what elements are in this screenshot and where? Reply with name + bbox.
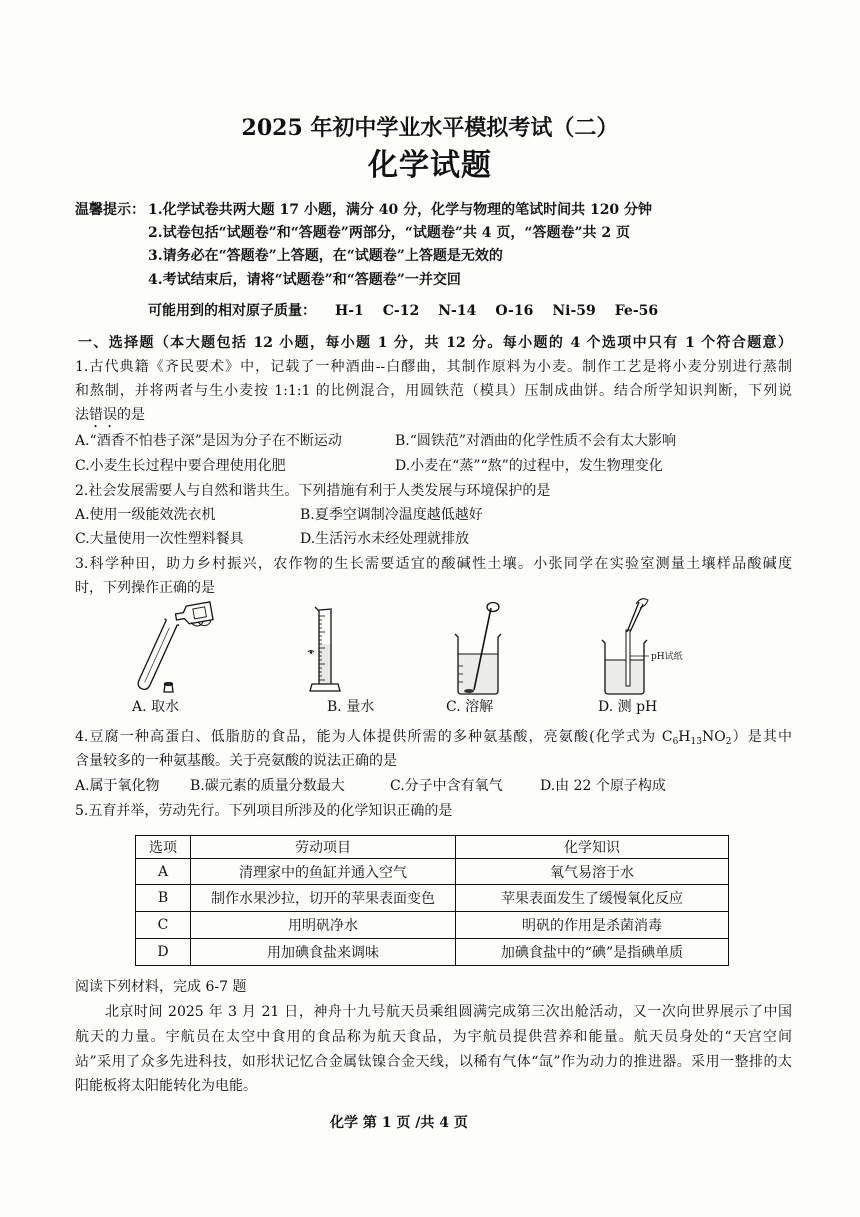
table-cell-chem-knowledge: 明矾的作用是杀菌消毒 — [456, 912, 729, 939]
figure-d-label: D. 测 pH — [598, 699, 658, 715]
question-1-stem-line — [75, 403, 145, 427]
question-4-option-b: B.碳元素的质量分数最大 — [190, 778, 345, 794]
tips-label: 温馨提示： — [75, 202, 145, 218]
question-1-option-a: A.“酒香不怕巷子深”是因为分子在不断运动 — [75, 433, 342, 449]
question-4-stem-line: 含量较多的一种氨基酸。关于亮氨酸的说法正确的是 — [75, 753, 397, 769]
question-4-option-c: C.分子中含有氧气 — [390, 778, 503, 794]
formula-subscript: 2 — [725, 737, 732, 747]
atomic-mass-value: O-16 — [495, 303, 534, 319]
chemical-formula — [662, 729, 732, 745]
question-1-option-c: C.小麦生长过程中要合理使用化肥 — [75, 458, 286, 474]
section-heading: 一、选择题（本大题包括 12 小题，每小题 1 分，共 12 分。每小题的 4 个选项中只有 1 个符合题意） — [78, 335, 792, 351]
question-4-option-d: D.由 22 个原子构成 — [540, 778, 666, 794]
table-cell-chem-knowledge: 加碘食盐中的“碘”是指碘单质 — [456, 939, 729, 966]
reading-paragraph-line: 航天的力量。宇航员在太空中食用的食品称为航天食品，为宇航员提供营养和能量。航天员身处的“天宫空间 — [75, 1029, 792, 1045]
stem-text: 法 — [75, 407, 89, 423]
tip-item: 2.试卷包括“试题卷”和“答题卷”两部分，“试题卷”共 4 页，“答题卷”共 2 页 — [148, 225, 631, 241]
table-header-cell: 劳动项目 — [191, 836, 456, 859]
table-cell-chem-knowledge: 苹果表面发生了缓慢氧化反应 — [456, 885, 729, 912]
question-4-option-a: A.属于氧化物 — [75, 778, 160, 794]
table-cell-labor-item: 用明矾净水 — [191, 912, 456, 939]
table-row — [136, 859, 729, 885]
table-row — [136, 885, 729, 912]
formula-element: H — [678, 729, 691, 745]
question-3-stem-line: 时，下列操作正确的是 — [75, 580, 215, 596]
atomic-mass-value: C-12 — [382, 303, 420, 319]
atomic-mass-value: H-1 — [335, 303, 364, 319]
reading-paragraph-line: 阳能板将太阳能转化为电能。 — [75, 1078, 257, 1094]
eye-icon — [308, 651, 314, 654]
table-cell-option: B — [136, 885, 191, 912]
question-1-stem-line: 1.古代典籍《齐民要术》中，记载了一种酒曲--白醪曲，其制作原料为小麦。制作工艺是将小麦分别进行蒸制 — [75, 359, 792, 375]
question-1-option-d: D.小麦在“蒸”“熬”的过程中，发生物理变化 — [395, 458, 663, 474]
question-5-table — [135, 835, 729, 966]
solid-sample — [464, 689, 474, 693]
ph-test-paper — [626, 630, 630, 686]
atomic-masses — [148, 299, 658, 323]
rod-handle — [487, 603, 499, 612]
reading-paragraph-line: 站”采用了众多先进科技，如形状记忆合金属钛镍合金天线，以稀有气体“氙”作为动力的推进器。采用一整排的太 — [75, 1054, 792, 1070]
emphasized-text: 错误 — [89, 407, 117, 423]
figure-b-label: B. 量水 — [327, 699, 375, 715]
atomic-mass-value: Fe-56 — [614, 303, 659, 319]
stem-text: 的是 — [117, 407, 145, 423]
table-header-cell: 化学知识 — [456, 836, 729, 859]
tip-item: 4.考试结束后，请将“试题卷”和“答题卷”一并交回 — [148, 272, 461, 288]
question-2-stem-line: 2.社会发展需要人与自然和谐共生。下列措施有利于人类发展与环境保护的是 — [75, 483, 551, 499]
reading-intro: 阅读下列材料，完成 6-7 题 — [75, 979, 247, 995]
formula-element: NO — [701, 729, 726, 745]
page-footer: 化学 第 1 页 /共 4 页 — [330, 1115, 468, 1131]
table-cell-option: C — [136, 912, 191, 939]
graduated-cylinder — [310, 607, 340, 691]
figure-b-measure-water — [308, 607, 340, 691]
table-header-row — [136, 836, 729, 859]
formula-subscript: 6 — [672, 737, 679, 747]
tweezers — [627, 602, 643, 632]
question-2-option-b: B.夏季空调制冷温度越低越好 — [300, 507, 483, 523]
question-5-stem-line: 5.五育并举，劳动先行。下列项目所涉及的化学知识正确的是 — [75, 803, 453, 819]
reagent-bottle — [174, 602, 213, 630]
question-1-option-b: B.“圆铁范”对酒曲的化学性质不会有太大影响 — [395, 433, 677, 449]
question-3-stem-line: 3.科学种田，助力乡村振兴，农作物的生长需要适宜的酸碱性土壤。小张同学在实验室测量土壤样品酸碱度 — [75, 556, 792, 572]
exam-title: 2025 年初中学业水平模拟考试（二） — [241, 115, 619, 141]
figure-a-pour-water — [134, 602, 213, 692]
question-2-option-c: C.大量使用一次性塑料餐具 — [75, 531, 244, 547]
tip-item: 3.请务必在“答题卷”上答题，在“试题卷”上答题是无效的 — [148, 248, 503, 264]
stem-text: ）是其中 — [731, 729, 792, 745]
figure-a-label: A. 取水 — [132, 699, 180, 715]
figure-d-test-ph — [602, 599, 683, 694]
figure-c-dissolve — [455, 603, 501, 695]
table-cell-labor-item: 用加碘食盐来调味 — [191, 939, 456, 966]
table-cell-labor-item: 制作水果沙拉，切开的苹果表面变色 — [191, 885, 456, 912]
formula-element: C — [661, 729, 673, 745]
table-row — [136, 939, 729, 966]
ph-paper-label: pH试纸 — [651, 652, 683, 662]
test-tube — [134, 619, 179, 692]
question-1-stem-line: 和熬制，并将两者与生小麦按 1:1:1 的比例混合，用圆铁范（模具）压制成曲饼。结合所学知识判断，下列说 — [75, 383, 792, 399]
reading-paragraph-line: 北京时间 2025 年 3 月 21 日，神舟十九号航天员乘组圆满完成第三次出舱活动，又一次向世界展示了中国 — [105, 1004, 792, 1020]
table-cell-option: D — [136, 939, 191, 966]
table-cell-option: A — [136, 859, 191, 885]
question-2-option-d: D.生活污水未经处理就排放 — [300, 531, 470, 547]
question-3-figures — [100, 596, 720, 698]
table-header-cell: 选项 — [136, 836, 191, 859]
question-4-stem-line — [75, 725, 792, 749]
tip-item: 1.化学试卷共两大题 17 小题，满分 40 分，化学与物理的笔试时间共 120 分钟 — [148, 202, 653, 218]
atomic-masses-label: 可能用到的相对原子质量： — [148, 303, 316, 319]
stem-text: 4.豆腐一种高蛋白、低脂肪的食品，能为人体提供所需的多种氨基酸，亮氨酸(化学式为 — [75, 729, 662, 745]
subject-title: 化学试题 — [368, 148, 492, 183]
atomic-mass-value: Ni-59 — [552, 303, 596, 319]
formula-subscript: 13 — [690, 737, 702, 747]
atomic-mass-value: N-14 — [438, 303, 477, 319]
bottle-stopper — [164, 683, 173, 692]
table-cell-labor-item: 清理家中的鱼缸并通入空气 — [191, 859, 456, 885]
table-row — [136, 912, 729, 939]
question-2-option-a: A.使用一级能效洗衣机 — [75, 507, 216, 523]
table-cell-chem-knowledge: 氧气易溶于水 — [456, 859, 729, 885]
figure-c-label: C. 溶解 — [446, 699, 494, 715]
